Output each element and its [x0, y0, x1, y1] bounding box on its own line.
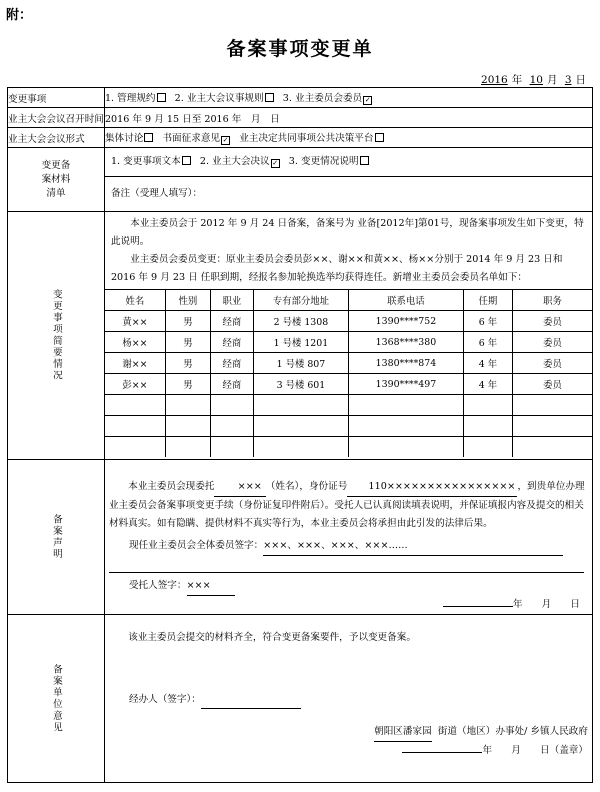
change-opt1-checkbox[interactable] — [157, 93, 166, 102]
mat-opt2-checkbox[interactable] — [271, 159, 280, 168]
opinion-date — [105, 742, 592, 760]
member-table-cell: 委员 — [512, 374, 592, 395]
col-name-header: 姓名 — [105, 290, 166, 311]
statement-text-post: ，到贵单位办理业主委员会备案事项变更手续（身份证复印件附后）。受托人已认真阅读填表说明，并保证填报内容及提交的相关材料真实。如有隐瞒、提供材料不真实等行为，本业主委员会将承担由此引发的法律后果。 — [108, 481, 585, 529]
date-year: 2016 — [481, 74, 508, 86]
materials-options — [105, 148, 592, 177]
member-table-cell: 1380****874 — [348, 353, 463, 374]
member-table-cell — [463, 416, 512, 437]
agent-signature-field[interactable]: ××× — [187, 577, 235, 596]
change-items-label: 变更事项 — [8, 88, 105, 108]
member-table-cell — [253, 437, 348, 458]
member-table-cell — [165, 437, 210, 458]
members-signature-label: 现任业主委员会全体委员签字： — [128, 540, 264, 551]
member-table-row — [105, 437, 592, 458]
row-statement — [8, 460, 593, 615]
member-table-cell: 委员 — [512, 332, 592, 353]
summary-label-cell — [8, 212, 105, 460]
mat-opt2-label: 2. 业主大会决议 — [199, 156, 270, 167]
opinion-text: 该业主委员会提交的材料齐全，符合变更备案要件，予以变更备案。 — [128, 632, 416, 643]
mat-opt1-label: 1. 变更事项文本 — [110, 156, 181, 167]
change-opt3-checkbox[interactable] — [363, 96, 372, 105]
meeting-time-label: 业主大会会议召开时间 — [8, 108, 105, 128]
entrusted-name: ××× — [214, 478, 265, 497]
member-table-cell: 委员 — [512, 353, 592, 374]
district-name: 朝阳区潘家园 — [374, 723, 432, 742]
member-table-cell: 6 年 — [463, 311, 512, 332]
col-gender-header: 性别 — [165, 290, 210, 311]
handler-signature-field[interactable] — [201, 694, 301, 709]
col-term-header: 任期 — [463, 290, 512, 311]
meeting-form-options — [104, 128, 592, 148]
col-job-header: 职业 — [210, 290, 253, 311]
row-change-items — [8, 88, 593, 108]
statement-date — [105, 596, 592, 614]
members-signature-row — [105, 537, 592, 556]
members-signature-field[interactable]: ×××、×××、×××、×××…… — [263, 537, 563, 556]
authority-office: 街道（地区）办事处/ 乡镇人民政府 — [437, 726, 588, 737]
mat-opt3-checkbox[interactable] — [360, 156, 369, 165]
member-table-cell — [210, 416, 253, 437]
member-table-cell — [463, 437, 512, 458]
member-table-cell — [512, 416, 592, 437]
member-table-cell — [348, 437, 463, 458]
member-table-cell — [512, 395, 592, 416]
member-table-cell: 男 — [165, 332, 210, 353]
agent-signature-label: 受托人签字： — [128, 580, 187, 591]
member-table-cell: 男 — [165, 353, 210, 374]
member-table-row — [105, 353, 592, 374]
member-table-cell: 1 号楼 1201 — [253, 332, 348, 353]
member-table-cell: 委员 — [512, 311, 592, 332]
member-table-cell — [463, 395, 512, 416]
row-materials — [8, 148, 593, 212]
date-day: 3 — [564, 74, 572, 86]
handler-row — [105, 691, 592, 709]
opinion-label: 备案单位意见 — [50, 663, 62, 734]
form-opt3-label: 业主决定共同事项公共决策平台 — [239, 133, 374, 144]
member-table-cell: 4 年 — [463, 374, 512, 395]
member-table-cell: 男 — [165, 374, 210, 395]
meeting-form-label: 业主大会会议形式 — [8, 128, 105, 148]
member-table-cell — [105, 437, 166, 458]
member-table-cell — [105, 395, 166, 416]
mat-opt1-checkbox[interactable] — [182, 156, 191, 165]
authority-row — [105, 723, 592, 742]
change-opt1-label: 1. 管理规约 — [104, 93, 156, 104]
member-table-cell: 6 年 — [463, 332, 512, 353]
member-table-cell: 1390****497 — [348, 374, 463, 395]
member-table-cell — [105, 416, 166, 437]
change-opt2-checkbox[interactable] — [265, 93, 274, 102]
agent-signature-row — [105, 577, 592, 596]
member-table-cell: 经商 — [210, 311, 253, 332]
member-table-cell: 黄×× — [105, 311, 166, 332]
date-month-label: 月 — [546, 74, 558, 86]
col-post-header: 职务 — [512, 290, 592, 311]
entrusted-id: 110×××××××××××××××× — [347, 478, 517, 497]
materials-label-cell — [8, 148, 105, 212]
member-table-cell — [210, 395, 253, 416]
materials-note: 备注（受理人填写）： — [110, 188, 203, 199]
col-phone-header: 联系电话 — [348, 290, 463, 311]
summary-cell — [104, 212, 592, 460]
signature-extra-line — [109, 562, 584, 573]
member-table — [105, 289, 592, 457]
member-table-cell — [210, 437, 253, 458]
form-opt1-checkbox[interactable] — [144, 133, 153, 142]
member-table-cell: 3 号楼 601 — [253, 374, 348, 395]
opinion-label-cell — [8, 615, 105, 783]
meeting-time-value: 2016 年 9 月 15 日至 2016 年 月 日 — [104, 108, 592, 128]
member-table-cell — [512, 437, 592, 458]
statement-date-blank[interactable] — [443, 606, 513, 607]
change-items-options — [104, 88, 592, 108]
member-table-row — [105, 332, 592, 353]
member-table-row — [105, 416, 592, 437]
opinion-cell — [104, 615, 592, 783]
form-opt3-checkbox[interactable] — [375, 133, 384, 142]
member-table-cell: 4 年 — [463, 353, 512, 374]
date-day-label: 日 — [575, 74, 586, 86]
member-table-cell: 1390****752 — [348, 311, 463, 332]
member-table-row — [105, 395, 592, 416]
row-meeting-form — [8, 128, 593, 148]
member-table-cell — [253, 395, 348, 416]
member-table-cell — [165, 395, 210, 416]
member-table-header — [105, 290, 592, 311]
member-table-cell: 1368****380 — [348, 332, 463, 353]
form-opt1-label: 集体讨论 — [104, 133, 144, 144]
change-opt2-label: 2. 业主大会议事规则 — [174, 93, 264, 104]
mat-opt3-label: 3. 变更情况说明 — [288, 156, 359, 167]
statement-cell — [104, 460, 592, 615]
member-table-row — [105, 374, 592, 395]
form-opt2-label: 书面征求意见 — [162, 133, 221, 144]
member-table-cell: 经商 — [210, 332, 253, 353]
handler-label: 经办人（签字）： — [128, 694, 201, 705]
page-title: 备案事项变更单 — [226, 38, 374, 60]
member-table-cell — [348, 395, 463, 416]
row-opinion — [8, 615, 593, 783]
member-table-row — [105, 311, 592, 332]
statement-text-mid: （姓名），身份证号 — [265, 481, 348, 492]
form-table — [7, 87, 593, 783]
row-meeting-time — [8, 108, 593, 128]
opinion-date-blank[interactable] — [402, 752, 482, 753]
member-table-cell: 经商 — [210, 353, 253, 374]
summary-para2: 业主委员会委员变更：原业主委员会委员彭××、谢××和黄××、杨××分别于 2014 年 9 月 23 日和 2016 年 9 月 23 日 任职到期，经报名参加轮换选举均获得连任。新增业主委员会委员名单如下： — [110, 254, 563, 283]
member-table-cell: 经商 — [210, 374, 253, 395]
member-table-cell: 2 号楼 1308 — [253, 311, 348, 332]
statement-label: 备案声明 — [50, 513, 62, 561]
member-table-cell: 男 — [165, 311, 210, 332]
member-table-cell: 彭×× — [105, 374, 166, 395]
form-date — [477, 72, 586, 87]
date-month: 10 — [529, 74, 543, 86]
member-table-cell — [253, 416, 348, 437]
statement-label-cell — [8, 460, 105, 615]
member-table-cell: 杨×× — [105, 332, 166, 353]
opinion-date-tail: 年 月 日（盖章） — [482, 745, 588, 756]
row-summary — [8, 212, 593, 460]
statement-paragraph — [105, 478, 592, 533]
summary-label: 变更事项简要情况 — [50, 289, 62, 382]
attachment-label: 附： — [6, 8, 33, 23]
statement-date-tail: 年 月 日 — [512, 599, 580, 610]
change-opt3-label: 3. 业主委员会委员 — [282, 93, 363, 104]
member-table-cell: 谢×× — [105, 353, 166, 374]
summary-para1: 本业主委员会于 2012 年 9 月 24 日备案，备案号为 业备[2012年]第01号，现备案事项发生如下变更，特此说明。 — [110, 218, 584, 247]
member-table-cell — [348, 416, 463, 437]
materials-label: 变更备案材料清单 — [41, 159, 71, 199]
materials-cell — [104, 148, 592, 212]
form-opt2-checkbox[interactable] — [221, 136, 230, 145]
member-table-cell: 1 号楼 807 — [253, 353, 348, 374]
statement-text-pre: 本业主委员会现委托 — [128, 481, 215, 492]
member-table-cell — [165, 416, 210, 437]
date-year-label: 年 — [511, 74, 523, 86]
col-address-header: 专有部分地址 — [253, 290, 348, 311]
